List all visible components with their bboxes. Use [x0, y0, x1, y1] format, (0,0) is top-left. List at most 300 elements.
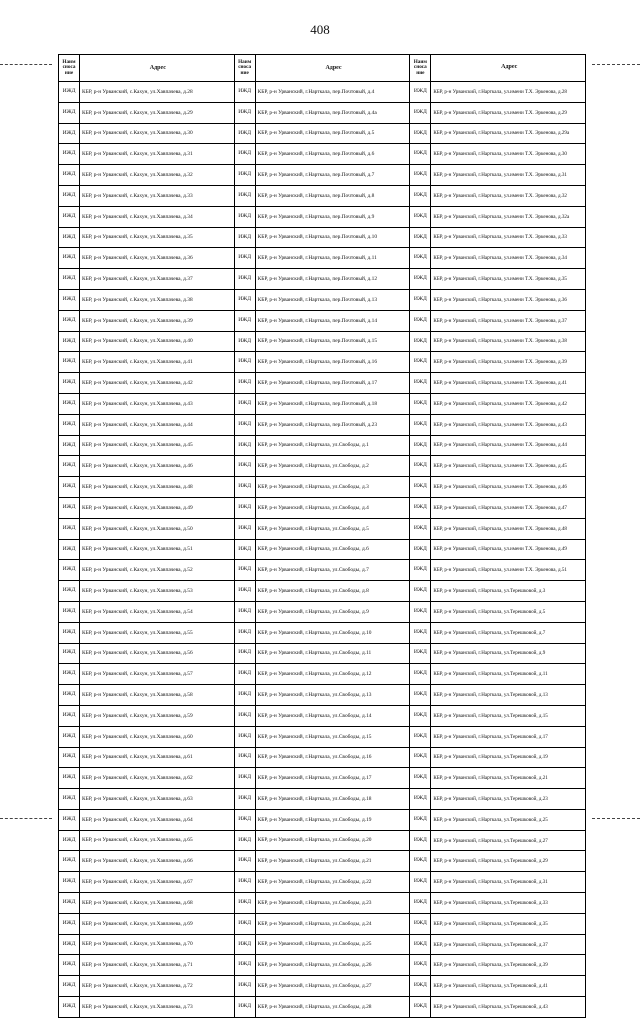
table-row	[235, 290, 410, 311]
object-type: ИЖД	[410, 581, 431, 601]
table-row	[410, 519, 585, 540]
header-address: Адрес	[149, 64, 166, 71]
address-cell: КБР, р-н Урванский, с.Кахун, ул.Хавпачева, д.62	[82, 775, 193, 782]
object-type: ИЖД	[410, 82, 431, 102]
address-cell: КБР, р-н Урванский, с.Кахун, ул.Хавпачева, д.50	[82, 525, 193, 532]
right-dashed-mark	[592, 64, 640, 65]
table-row	[235, 394, 410, 415]
address-cell: КБР, р-н Урванский, г.Нарткала, ул.имени Т.Х. Эркенова, д.34	[433, 255, 567, 262]
address-cell: КБР, р-н Урванский, с.Кахун, ул.Хавпачева, д.66	[82, 858, 193, 865]
address-cell: КБР, р-н Урванский, с.Кахун, ул.Хавпачева, д.49	[82, 504, 193, 511]
table-row	[59, 893, 234, 914]
address-cell: КБР, р-н Урванский, г.Нарткала, ул.Свободы, д.1	[257, 442, 369, 449]
address-cell: КБР, р-н Урванский, г.Нарткала, ул.Свободы, д.25	[257, 941, 372, 948]
address-cell: КБР, р-н Урванский, с.Кахун, ул.Хавпачева, д.61	[82, 754, 193, 761]
object-type: ИЖД	[410, 644, 431, 664]
address-cell: КБР, р-н Урванский, г.Нарткала, ул.Свободы, д.12	[257, 671, 372, 678]
table-row	[59, 415, 234, 436]
table-row	[59, 207, 234, 228]
address-cell: КБР, р-н Урванский, г.Нарткала, пер.Почтовый, д.7	[257, 171, 375, 178]
object-type: ИЖД	[410, 207, 431, 227]
object-type: ИЖД	[235, 768, 256, 788]
address-cell: КБР, р-н Урванский, г.Нарткала, пер.Почтовый, д.15	[257, 338, 378, 345]
table-row	[235, 831, 410, 852]
table-row	[410, 789, 585, 810]
table-row	[235, 124, 410, 145]
address-cell: КБР, р-н Урванский, с.Кахун, ул.Хавпачева, д.40	[82, 338, 193, 345]
table-row	[235, 519, 410, 540]
table-row	[59, 269, 234, 290]
object-type: ИЖД	[59, 540, 80, 560]
object-type: ИЖД	[235, 228, 256, 248]
table-row	[410, 436, 585, 457]
object-type: ИЖД	[235, 727, 256, 747]
table-row	[235, 768, 410, 789]
table-row	[410, 935, 585, 956]
object-type: ИЖД	[59, 727, 80, 747]
object-type: ИЖД	[235, 623, 256, 643]
object-type: ИЖД	[410, 851, 431, 871]
address-cell: КБР, р-н Урванский, с.Кахун, ул.Хавпачева, д.36	[82, 255, 193, 262]
address-cell: КБР, р-н Урванский, г.Нарткала, ул.имени Т.Х. Эркенова, д.44	[433, 442, 567, 449]
object-type: ИЖД	[235, 394, 256, 414]
table-row	[410, 415, 585, 436]
table-row	[410, 727, 585, 748]
table-row	[410, 124, 585, 145]
table-row	[235, 228, 410, 249]
table-row	[59, 373, 234, 394]
address-cell: КБР, р-н Урванский, г.Нарткала, пер.Почтовый, д.6	[257, 151, 375, 158]
table-row	[235, 373, 410, 394]
table-row	[59, 706, 234, 727]
address-cell: КБР, р-н Урванский, г.Нарткала, ул.имени Т.Х. Эркенова, д.31	[433, 172, 567, 179]
address-cell: КБР, р-н Урванский, г.Нарткала, ул.Терешковой, д.43	[433, 1003, 548, 1010]
table-row	[59, 644, 234, 665]
object-type: ИЖД	[59, 560, 80, 580]
address-cell: КБР, р-н Урванский, г.Нарткала, пер.Почтовый, д.14	[257, 317, 378, 324]
table-row	[410, 332, 585, 353]
address-cell: КБР, р-н Урванский, г.Нарткала, пер.Почтовый, д.5	[257, 130, 375, 137]
object-type: ИЖД	[235, 789, 256, 809]
table-row	[59, 664, 234, 685]
table-row	[235, 955, 410, 976]
object-type: ИЖД	[410, 706, 431, 726]
address-cell: КБР, р-н Урванский, г.Нарткала, ул.имени Т.Х. Эркенова, д.48	[433, 525, 567, 532]
table-row	[410, 165, 585, 186]
address-cell: КБР, р-н Урванский, с.Кахун, ул.Хавпачева, д.35	[82, 234, 193, 241]
table-row	[235, 727, 410, 748]
header-address: Адрес	[325, 64, 342, 71]
address-cell: КБР, р-н Урванский, г.Нарткала, ул.Терешковой, д.25	[433, 816, 548, 823]
table-row	[59, 436, 234, 457]
object-type: ИЖД	[235, 955, 256, 975]
address-cell: КБР, р-н Урванский, с.Кахун, ул.Хавпачева, д.65	[82, 837, 193, 844]
table-row	[235, 664, 410, 685]
table-row	[235, 248, 410, 269]
table-row	[235, 269, 410, 290]
object-type: ИЖД	[235, 914, 256, 934]
object-type: ИЖД	[59, 103, 80, 123]
address-cell: КБР, р-н Урванский, г.Нарткала, ул.Свободы, д.13	[257, 691, 372, 698]
address-cell: КБР, р-н Урванский, г.Нарткала, ул.имени Т.Х. Эркенова, д.35	[433, 276, 567, 283]
table-row	[410, 352, 585, 373]
address-cell: КБР, р-н Урванский, г.Нарткала, ул.Терешковой, д.29	[433, 858, 548, 865]
object-type: ИЖД	[59, 269, 80, 289]
table-row	[410, 82, 585, 103]
address-cell: КБР, р-н Урванский, с.Кахун, ул.Хавпачева, д.30	[82, 130, 193, 137]
table-row	[235, 893, 410, 914]
object-type: ИЖД	[410, 976, 431, 996]
address-cell: КБР, р-н Урванский, г.Нарткала, ул.Свободы, д.3	[257, 483, 369, 490]
table-row	[410, 997, 585, 1017]
object-type: ИЖД	[410, 955, 431, 975]
address-cell: КБР, р-н Урванский, с.Кахун, ул.Хавпачева, д.34	[82, 213, 193, 220]
address-cell: КБР, р-н Урванский, г.Нарткала, ул.имени Т.Х. Эркенова, д.41	[433, 380, 567, 387]
address-cell: КБР, р-н Урванский, г.Нарткала, пер.Почтовый, д.13	[257, 296, 378, 303]
object-type: ИЖД	[410, 186, 431, 206]
object-type: ИЖД	[59, 165, 80, 185]
table-row	[59, 831, 234, 852]
table-row	[235, 789, 410, 810]
table-row	[59, 352, 234, 373]
address-cell: КБР, р-н Урванский, г.Нарткала, ул.Свободы, д.24	[257, 920, 372, 927]
address-cell: КБР, р-н Урванский, с.Кахун, ул.Хавпачева, д.73	[82, 1003, 193, 1010]
object-type: ИЖД	[59, 581, 80, 601]
address-cell: КБР, р-н Урванский, г.Нарткала, ул.Свободы, д.22	[257, 879, 372, 886]
object-type: ИЖД	[59, 789, 80, 809]
table-row	[235, 477, 410, 498]
address-cell: КБР, р-н Урванский, г.Нарткала, ул.Свободы, д.21	[257, 858, 372, 865]
table-row	[235, 914, 410, 935]
address-cell: КБР, р-н Урванский, г.Нарткала, ул.имени Т.Х. Эркенова, д.37	[433, 317, 567, 324]
table-row	[410, 144, 585, 165]
table-row	[410, 269, 585, 290]
object-type: ИЖД	[410, 935, 431, 955]
address-cell: КБР, р-н Урванский, г.Нарткала, пер.Почтовый, д.12	[257, 275, 378, 282]
address-cell: КБР, р-н Урванский, с.Кахун, ул.Хавпачева, д.71	[82, 962, 193, 969]
table-row	[410, 477, 585, 498]
object-type: ИЖД	[59, 498, 80, 518]
address-cell: КБР, р-н Урванский, с.Кахун, ул.Хавпачева, д.31	[82, 151, 193, 158]
object-type: ИЖД	[235, 893, 256, 913]
table-row	[410, 893, 585, 914]
object-type: ИЖД	[235, 706, 256, 726]
address-cell: КБР, р-н Урванский, г.Нарткала, ул.имени Т.Х. Эркенова, д.51	[433, 567, 567, 574]
object-type: ИЖД	[410, 456, 431, 476]
object-type: ИЖД	[59, 748, 80, 768]
table-row	[410, 748, 585, 769]
object-type: ИЖД	[235, 519, 256, 539]
address-cell: КБР, р-н Урванский, г.Нарткала, пер.Почтовый, д.4а	[257, 109, 377, 116]
object-type: ИЖД	[235, 831, 256, 851]
object-type: ИЖД	[410, 914, 431, 934]
address-cell: КБР, р-н Урванский, г.Нарткала, ул.Свободы, д.7	[257, 567, 369, 574]
object-type: ИЖД	[59, 144, 80, 164]
table-row	[59, 748, 234, 769]
table-row	[410, 872, 585, 893]
table-row	[410, 540, 585, 561]
object-type: ИЖД	[410, 394, 431, 414]
table-row	[59, 103, 234, 124]
table-row	[59, 290, 234, 311]
address-cell: КБР, р-н Урванский, г.Нарткала, ул.Терешковой, д.21	[433, 775, 548, 782]
address-cell: КБР, р-н Урванский, с.Кахун, ул.Хавпачева, д.51	[82, 546, 193, 553]
object-type: ИЖД	[235, 602, 256, 622]
address-cell: КБР, р-н Урванский, г.Нарткала, ул.Терешковой, д.33	[433, 899, 548, 906]
object-type: ИЖД	[235, 332, 256, 352]
address-cell: КБР, р-н Урванский, г.Нарткала, ул.Терешковой, д.37	[433, 941, 548, 948]
object-type: ИЖД	[235, 560, 256, 580]
table-row	[235, 623, 410, 644]
address-cell: КБР, р-н Урванский, г.Нарткала, ул.Терешковой, д.27	[433, 837, 548, 844]
object-type: ИЖД	[59, 332, 80, 352]
address-cell: КБР, р-н Урванский, с.Кахун, ул.Хавпачева, д.70	[82, 941, 193, 948]
object-type: ИЖД	[235, 872, 256, 892]
object-type: ИЖД	[59, 893, 80, 913]
address-cell: КБР, р-н Урванский, г.Нарткала, ул.Свободы, д.10	[257, 629, 372, 636]
object-type: ИЖД	[59, 955, 80, 975]
address-cell: КБР, р-н Урванский, г.Нарткала, пер.Почтовый, д.9	[257, 213, 375, 220]
table-row	[235, 352, 410, 373]
object-type: ИЖД	[59, 602, 80, 622]
object-type: ИЖД	[235, 373, 256, 393]
address-cell: КБР, р-н Урванский, с.Кахун, ул.Хавпачева, д.54	[82, 608, 193, 615]
address-cell: КБР, р-н Урванский, г.Нарткала, ул.Свободы, д.2	[257, 463, 369, 470]
address-cell: КБР, р-н Урванский, с.Кахун, ул.Хавпачева, д.68	[82, 899, 193, 906]
object-type: ИЖД	[235, 851, 256, 871]
object-type: ИЖД	[410, 269, 431, 289]
header-type: Наим сноса ние	[59, 55, 80, 81]
table-row	[59, 602, 234, 623]
table-row	[59, 332, 234, 353]
object-type: ИЖД	[59, 352, 80, 372]
table-row	[410, 914, 585, 935]
table-row	[410, 394, 585, 415]
object-type: ИЖД	[59, 664, 80, 684]
header-type: Наим сноса ние	[410, 55, 431, 81]
table-row	[235, 311, 410, 332]
address-cell: КБР, р-н Урванский, г.Нарткала, ул.Терешковой, д.11	[433, 671, 548, 678]
address-cell: КБР, р-н Урванский, г.Нарткала, пер.Почтовый, д.18	[257, 400, 378, 407]
table-row	[235, 165, 410, 186]
object-type: ИЖД	[410, 789, 431, 809]
object-type: ИЖД	[410, 893, 431, 913]
address-cell: КБР, р-н Урванский, г.Нарткала, ул.Свободы, д.6	[257, 546, 369, 553]
address-cell: КБР, р-н Урванский, г.Нарткала, ул.имени Т.Х. Эркенова, д.32	[433, 192, 567, 199]
object-type: ИЖД	[410, 498, 431, 518]
address-cell: КБР, р-н Урванский, г.Нарткала, ул.имени Т.Х. Эркенова, д.28	[433, 88, 567, 95]
object-type: ИЖД	[235, 935, 256, 955]
object-type: ИЖД	[235, 82, 256, 102]
address-cell: КБР, р-н Урванский, г.Нарткала, пер.Почтовый, д.23	[257, 421, 378, 428]
table-row	[410, 602, 585, 623]
address-table	[58, 54, 586, 1018]
table-row	[410, 810, 585, 831]
object-type: ИЖД	[59, 706, 80, 726]
table-row	[235, 207, 410, 228]
table-row	[410, 207, 585, 228]
object-type: ИЖД	[410, 540, 431, 560]
table-row	[410, 103, 585, 124]
address-cell: КБР, р-н Урванский, г.Нарткала, ул.Терешковой, д.39	[433, 962, 548, 969]
address-cell: КБР, р-н Урванский, г.Нарткала, ул.Свободы, д.23	[257, 899, 372, 906]
address-cell: КБР, р-н Урванский, с.Кахун, ул.Хавпачева, д.46	[82, 463, 193, 470]
table-row	[235, 685, 410, 706]
table-row	[59, 311, 234, 332]
table-row	[410, 373, 585, 394]
table-header	[59, 55, 234, 82]
address-cell: КБР, р-н Урванский, с.Кахун, ул.Хавпачева, д.60	[82, 733, 193, 740]
address-cell: КБР, р-н Урванский, г.Нарткала, ул.Свободы, д.19	[257, 816, 372, 823]
address-cell: КБР, р-н Урванский, г.Нарткала, пер.Почтовый, д.10	[257, 234, 378, 241]
object-type: ИЖД	[410, 228, 431, 248]
object-type: ИЖД	[410, 352, 431, 372]
table-row	[235, 560, 410, 581]
object-type: ИЖД	[235, 165, 256, 185]
table-row	[410, 456, 585, 477]
table-row	[59, 810, 234, 831]
address-cell: КБР, р-н Урванский, с.Кахун, ул.Хавпачева, д.48	[82, 483, 193, 490]
table-row	[235, 851, 410, 872]
object-type: ИЖД	[410, 332, 431, 352]
object-type: ИЖД	[59, 851, 80, 871]
object-type: ИЖД	[235, 103, 256, 123]
address-cell: КБР, р-н Урванский, г.Нарткала, ул.Терешковой, д.41	[433, 983, 548, 990]
object-type: ИЖД	[59, 831, 80, 851]
table-row	[235, 186, 410, 207]
object-type: ИЖД	[410, 727, 431, 747]
address-cell: КБР, р-н Урванский, с.Кахун, ул.Хавпачева, д.39	[82, 317, 193, 324]
address-cell: КБР, р-н Урванский, г.Нарткала, ул.имени Т.Х. Эркенова, д.49	[433, 546, 567, 553]
address-cell: КБР, р-н Урванский, г.Нарткала, ул.Терешковой, д.35	[433, 920, 548, 927]
address-cell: КБР, р-н Урванский, г.Нарткала, пер.Почтовый, д.4	[257, 88, 375, 95]
object-type: ИЖД	[235, 810, 256, 830]
object-type: ИЖД	[410, 248, 431, 268]
table-row	[235, 82, 410, 103]
address-cell: КБР, р-н Урванский, с.Кахун, ул.Хавпачева, д.72	[82, 983, 193, 990]
table-row	[59, 186, 234, 207]
table-row	[59, 914, 234, 935]
address-cell: КБР, р-н Урванский, г.Нарткала, пер.Почтовый, д.17	[257, 379, 378, 386]
table-row	[235, 706, 410, 727]
object-type: ИЖД	[59, 997, 80, 1017]
address-cell: КБР, р-н Урванский, г.Нарткала, ул.Терешковой, д.23	[433, 795, 548, 802]
object-type: ИЖД	[59, 311, 80, 331]
object-type: ИЖД	[59, 82, 80, 102]
object-type: ИЖД	[410, 144, 431, 164]
object-type: ИЖД	[410, 602, 431, 622]
address-cell: КБР, р-н Урванский, с.Кахун, ул.Хавпачева, д.43	[82, 400, 193, 407]
address-cell: КБР, р-н Урванский, с.Кахун, ул.Хавпачева, д.45	[82, 442, 193, 449]
address-cell: КБР, р-н Урванский, г.Нарткала, ул.Свободы, д.15	[257, 733, 372, 740]
table-row	[235, 415, 410, 436]
table-row	[235, 644, 410, 665]
address-cell: КБР, р-н Урванский, г.Нарткала, ул.имени Т.Х. Эркенова, д.47	[433, 504, 567, 511]
object-type: ИЖД	[410, 997, 431, 1017]
object-type: ИЖД	[235, 248, 256, 268]
object-type: ИЖД	[410, 311, 431, 331]
address-cell: КБР, р-н Урванский, г.Нарткала, ул.Свободы, д.20	[257, 837, 372, 844]
address-cell: КБР, р-н Урванский, г.Нарткала, ул.имени Т.Х. Эркенова, д.30	[433, 151, 567, 158]
object-type: ИЖД	[410, 664, 431, 684]
object-type: ИЖД	[59, 872, 80, 892]
object-type: ИЖД	[410, 831, 431, 851]
table-row	[235, 498, 410, 519]
address-cell: КБР, р-н Урванский, г.Нарткала, ул.имени Т.Х. Эркенова, д.29а	[433, 130, 570, 137]
right-dashed-mark	[592, 818, 640, 819]
table-row	[59, 144, 234, 165]
object-type: ИЖД	[410, 768, 431, 788]
object-type: ИЖД	[59, 685, 80, 705]
object-type: ИЖД	[59, 124, 80, 144]
table-row	[59, 456, 234, 477]
object-type: ИЖД	[59, 935, 80, 955]
object-type: ИЖД	[235, 207, 256, 227]
address-cell: КБР, р-н Урванский, г.Нарткала, ул.имени Т.Х. Эркенова, д.38	[433, 338, 567, 345]
table-row	[235, 602, 410, 623]
table-row	[235, 997, 410, 1017]
table-row	[235, 456, 410, 477]
object-type: ИЖД	[59, 248, 80, 268]
table-row	[410, 228, 585, 249]
object-type: ИЖД	[410, 623, 431, 643]
object-type: ИЖД	[235, 456, 256, 476]
table-row	[59, 935, 234, 956]
table-row	[59, 477, 234, 498]
table-row	[410, 851, 585, 872]
object-type: ИЖД	[59, 415, 80, 435]
address-cell: КБР, р-н Урванский, г.Нарткала, ул.Терешковой, д.17	[433, 733, 548, 740]
address-cell: КБР, р-н Урванский, с.Кахун, ул.Хавпачева, д.42	[82, 379, 193, 386]
address-cell: КБР, р-н Урванский, г.Нарткала, ул.Свободы, д.26	[257, 962, 372, 969]
object-type: ИЖД	[235, 540, 256, 560]
table-row	[235, 436, 410, 457]
table-row	[59, 623, 234, 644]
address-cell: КБР, р-н Урванский, г.Нарткала, ул.Терешковой, д.31	[433, 879, 548, 886]
table-row	[59, 789, 234, 810]
address-cell: КБР, р-н Урванский, с.Кахун, ул.Хавпачева, д.28	[82, 88, 193, 95]
address-cell: КБР, р-н Урванский, г.Нарткала, ул.Терешковой, д.9	[433, 650, 546, 657]
address-cell: КБР, р-н Урванский, г.Нарткала, ул.Свободы, д.27	[257, 983, 372, 990]
object-type: ИЖД	[235, 477, 256, 497]
table-row	[410, 976, 585, 997]
address-cell: КБР, р-н Урванский, г.Нарткала, ул.Терешковой, д.19	[433, 754, 548, 761]
object-type: ИЖД	[59, 436, 80, 456]
object-type: ИЖД	[235, 186, 256, 206]
address-cell: КБР, р-н Урванский, с.Кахун, ул.Хавпачева, д.56	[82, 650, 193, 657]
object-type: ИЖД	[59, 477, 80, 497]
address-cell: КБР, р-н Урванский, с.Кахун, ул.Хавпачева, д.52	[82, 567, 193, 574]
object-type: ИЖД	[235, 415, 256, 435]
object-type: ИЖД	[410, 436, 431, 456]
left-dashed-mark	[0, 64, 52, 65]
table-row	[410, 498, 585, 519]
address-cell: КБР, р-н Урванский, с.Кахун, ул.Хавпачева, д.37	[82, 275, 193, 282]
table-row	[235, 810, 410, 831]
address-cell: КБР, р-н Урванский, г.Нарткала, ул.имени Т.Х. Эркенова, д.43	[433, 421, 567, 428]
address-cell: КБР, р-н Урванский, г.Нарткала, ул.Свободы, д.4	[257, 504, 369, 511]
table-header	[410, 55, 585, 82]
object-type: ИЖД	[410, 373, 431, 393]
object-type: ИЖД	[59, 914, 80, 934]
object-type: ИЖД	[410, 477, 431, 497]
table-row	[235, 748, 410, 769]
table-row	[410, 706, 585, 727]
address-cell: КБР, р-н Урванский, г.Нарткала, ул.Терешковой, д.3	[433, 588, 546, 595]
address-cell: КБР, р-н Урванский, с.Кахун, ул.Хавпачева, д.55	[82, 629, 193, 636]
address-cell: КБР, р-н Урванский, г.Нарткала, ул.Терешковой, д.13	[433, 692, 548, 698]
address-cell: КБР, р-н Урванский, с.Кахун, ул.Хавпачева, д.69	[82, 920, 193, 927]
